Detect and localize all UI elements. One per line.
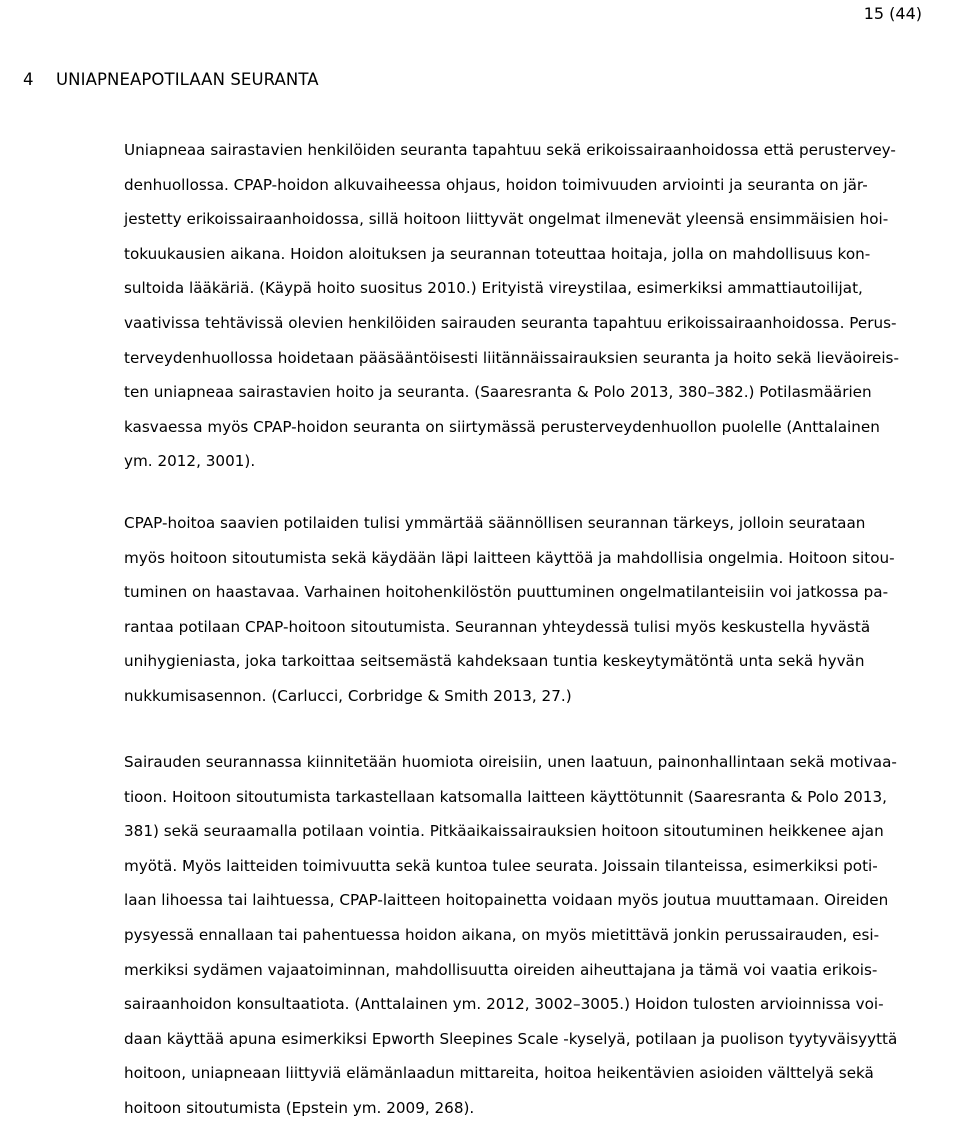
- paragraph-monitoring-overview: [124, 133, 899, 479]
- paragraph-line: ten uniapneaa sairastavien hoito ja seuranta. (Saaresranta & Polo 2013, 380–382.) Potilasmäärien: [124, 383, 872, 402]
- paragraph-cpap-commitment: [124, 506, 895, 714]
- paragraph-line: terveydenhuollossa hoidetaan pääsääntöisesti liitännäissairauksien seuranta ja hoito sekä lieväoireis-: [124, 348, 899, 367]
- paragraph-line: tioon. Hoitoon sitoutumista tarkastellaan katsomalla laitteen käyttötunnit (Saaresranta & Polo 2013,: [124, 787, 887, 806]
- section-title: UNIAPNEAPOTILAAN SEURANTA: [56, 70, 319, 89]
- paragraph-line: tokuukausien aikana. Hoidon aloituksen ja seurannan toteuttaa hoitaja, jolla on mahdollisuus kon-: [124, 244, 871, 263]
- paragraph-line: Sairauden seurannassa kiinnitetään huomiota oireisiin, unen laatuun, painonhallintaan sekä motivaa-: [124, 753, 897, 771]
- paragraph-line: pysyessä ennallaan tai pahentuessa hoidon aikana, on myös mietittävä jonkin perussairauden, esi-: [124, 925, 880, 944]
- paragraph-line: hoitoon, uniapneaan liittyviä elämänlaadun mittareita, hoitoa heikentävien asioiden välttelyä sekä: [124, 1064, 874, 1083]
- section-number: 4: [23, 70, 34, 89]
- paragraph-line: laan lihoessa tai laihtuessa, CPAP-laitteen hoitopainetta voidaan myös joutua muuttamaan. Oireiden: [124, 891, 889, 910]
- paragraph-line: unihygieniasta, joka tarkoittaa seitsemästä kahdeksaan tuntia keskeytymätöntä unta sekä hyvän: [124, 652, 865, 671]
- paragraph-line: vaativissa tehtävissä olevien henkilöiden sairauden seuranta tapahtuu erikoissairaanhoidossa. Perus-: [124, 313, 897, 332]
- paragraph-line: myös hoitoon sitoutumista sekä käydään läpi laitteen käyttöä ja mahdollisia ongelmia. Hoitoon sitou-: [124, 548, 895, 567]
- paragraph-disease-follow-up: [124, 745, 897, 1126]
- paragraph-line: myötä. Myös laitteiden toimivuutta sekä kuntoa tulee seurata. Joissain tilanteissa, esimerkiksi poti-: [124, 856, 878, 875]
- paragraph-line: sultoida lääkäriä. (Käypä hoito suositus 2010.) Erityistä vireystilaa, esimerkiksi ammattiautoilijat,: [124, 279, 863, 298]
- paragraph-line: daan käyttää apuna esimerkiksi Epworth Sleepines Scale -kyselyä, potilaan ja puolison tyytyväisyyttä: [124, 1029, 898, 1048]
- paragraph-line: CPAP-hoitoa saavien potilaiden tulisi ymmärtää säännöllisen seurannan tärkeys, jolloin seurataan: [124, 514, 866, 532]
- paragraph-line: ym. 2012, 3001).: [124, 452, 256, 471]
- paragraph-line: sairaanhoidon konsultaatiota. (Anttalainen ym. 2012, 3002–3005.) Hoidon tulosten arvioinnissa voi-: [124, 995, 884, 1014]
- paragraph-line: nukkumisasennon. (Carlucci, Corbridge & Smith 2013, 27.): [124, 686, 572, 705]
- page-number: 15 (44): [863, 4, 922, 23]
- paragraph-line: tuminen on haastavaa. Varhainen hoitohenkilöstön puuttuminen ongelmatilanteisiin voi jatkossa pa-: [124, 583, 889, 602]
- paragraph-line: kasvaessa myös CPAP-hoidon seuranta on siirtymässä perusterveydenhuollon puolelle (Anttalainen: [124, 417, 880, 436]
- paragraph-line: Uniapneaa sairastavien henkilöiden seuranta tapahtuu sekä erikoissairaanhoidossa että perustervey-: [124, 141, 896, 159]
- paragraph-line: jestetty erikoissairaanhoidossa, sillä hoitoon liittyvät ongelmat ilmenevät yleensä ensimmäisien hoi-: [124, 210, 889, 229]
- paragraph-line: denhuollossa. CPAP-hoidon alkuvaiheessa ohjaus, hoidon toimivuuden arviointi ja seuranta on jär-: [124, 175, 868, 194]
- paragraph-line: rantaa potilaan CPAP-hoitoon sitoutumista. Seurannan yhteydessä tulisi myös keskustella hyvästä: [124, 617, 871, 636]
- paragraph-line: hoitoon sitoutumista (Epstein ym. 2009, 268).: [124, 1098, 475, 1117]
- paragraph-line: 381) sekä seuraamalla potilaan vointia. Pitkäaikaissairauksien hoitoon sitoutuminen heikkenee ajan: [124, 822, 884, 841]
- paragraph-line: merkiksi sydämen vajaatoiminnan, mahdollisuutta oireiden aiheuttajana ja tämä voi vaatia erikois-: [124, 960, 878, 979]
